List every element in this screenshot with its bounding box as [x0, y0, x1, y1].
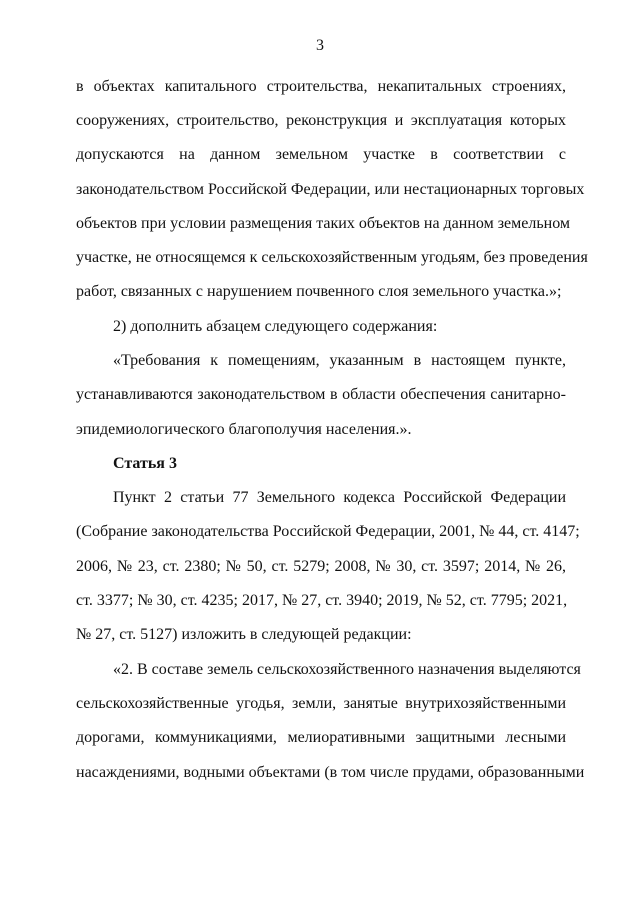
- text-line: работ, связанных с нарушением почвенного слоя земельного участка.»;: [76, 283, 562, 300]
- text-line: объектов при условии размещения таких объектов на данном земельном: [76, 215, 571, 232]
- text-line: в объектах капитального строительства, некапитальных строениях,: [76, 78, 566, 95]
- text-line: 2006, № 23, ст. 2380; № 50, ст. 5279; 2008, № 30, ст. 3597; 2014, № 26,: [76, 558, 566, 575]
- text-line: «2. В составе земель сельскохозяйственного назначения выделяются: [113, 661, 581, 678]
- text-line: насаждениями, водными объектами (в том числе прудами, образованными: [76, 764, 585, 781]
- text-line: № 27, ст. 5127) изложить в следующей редакции:: [76, 626, 412, 643]
- text-line: устанавливаются законодательством в области обеспечения санитарно-: [76, 386, 566, 403]
- text-line: эпидемиологического благополучия населения.».: [76, 421, 412, 438]
- page-number: 3: [316, 37, 324, 54]
- text-line: сооружениях, строительство, реконструкция и эксплуатация которых: [76, 112, 566, 129]
- text-line: «Требования к помещениям, указанным в настоящем пункте,: [113, 352, 566, 369]
- text-line: допускаются на данном земельном участке в соответствии с: [76, 146, 566, 163]
- text-line: Пункт 2 статьи 77 Земельного кодекса Российской Федерации: [113, 489, 566, 506]
- text-line: дорогами, коммуникациями, мелиоративными защитными лесными: [76, 729, 566, 746]
- text-line: ст. 3377; № 30, ст. 4235; 2017, № 27, ст. 3940; 2019, № 52, ст. 7795; 2021,: [76, 592, 568, 609]
- text-line: участке, не относящемся к сельскохозяйственным угодьям, без проведения: [76, 249, 588, 266]
- text-line: 2) дополнить абзацем следующего содержания:: [113, 318, 438, 335]
- text-line: сельскохозяйственные угодья, земли, занятые внутрихозяйственными: [76, 695, 566, 712]
- text-line: (Собрание законодательства Российской Федерации, 2001, № 44, ст. 4147;: [76, 523, 580, 540]
- article-heading: Статья 3: [113, 455, 177, 472]
- text-line: законодательством Российской Федерации, или нестационарных торговых: [76, 181, 585, 198]
